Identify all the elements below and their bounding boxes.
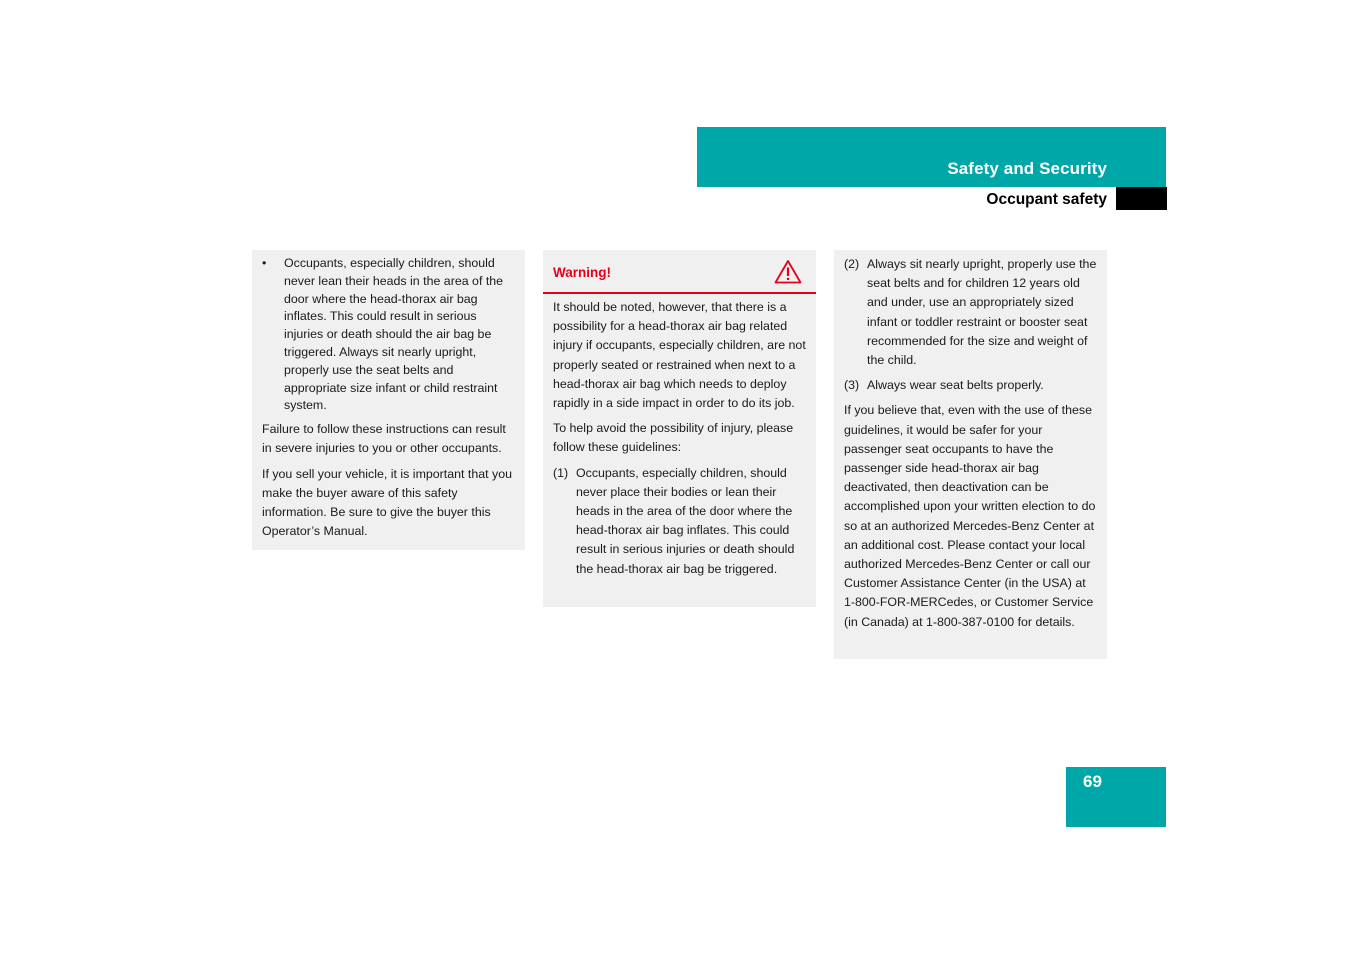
warning-body [543,294,816,579]
warning-panel [543,250,816,607]
guideline-marker: (2) [844,257,860,271]
guideline-item-1 [553,464,806,579]
page-number-box [1066,767,1166,827]
guideline-marker: (1) [553,465,569,480]
section-tab-marker [1116,187,1167,210]
warning-label: Warning! [553,265,611,280]
guideline-text: Always wear seat belts properly. [867,378,1044,393]
guideline-text: Occupants, especially children, should never place their bodies or lean their heads in the area of the door where the head-thorax air bag inflates. This could result in serious injuries or death should the head-thorax air bag be triggered. [576,465,795,576]
consequence-paragraph: Failure to follow these instructions can result in severe injuries to you or other occupants. [262,422,506,456]
guideline-item-3 [844,376,1099,395]
column-1-panel [252,250,525,550]
deactivation-paragraph: If you believe that, even with the use of these guidelines, it would be safer for your passenger seat occupants to have the passenger side head-thorax air bag deactivated, then deactivation can be accomplished upon your written election to do so at an authorized Mercedes-Benz Center at an additional cost. Please contact your local authorized Mercedes-Benz Center or call our Customer Assistance Center (in the USA) at 1-800-FOR-MERCedes, or Customer Service (in Canada) at 1-800-387-0100 for details. [844,403,1096,629]
bullet-text: Occupants, especially children, should never lean their heads in the area of the door where the head-thorax air bag inflates. This could result in serious injuries or death should the air bag be triggered. Always sit nearly upright, properly use the seat belts and appropriate size infant or child restraint system. [284,256,504,413]
guideline-item-2 [844,255,1099,370]
sell-vehicle-paragraph: If you sell your vehicle, it is important that you make the buyer aware of this safety information. Be sure to give the buyer this Operator’s Manual. [262,466,512,539]
guidelines-intro: To help avoid the possibility of injury, please follow these guidelines: [553,421,794,455]
section-title: Safety and Security [947,159,1107,178]
guideline-text: Always sit nearly upright, properly use the seat belts and for children 12 years old and under, use an appropriately sized infant or toddler restraint or booster seat recommended for the size and weight of the child. [867,257,1097,368]
column-3-panel [834,250,1107,659]
guideline-marker: (3) [844,378,860,393]
warning-header [543,250,816,294]
subsection-title: Occupant safety [986,191,1107,208]
bullet-item [262,255,516,415]
page-number: 69 [1083,772,1102,791]
warning-intro-paragraph: It should be noted, however, that there is a possibility for a head-thorax air bag related injury if occupants, especially children, are not properly seated or restrained when next to a head-thorax air bag which needs to deploy rapidly in a side impact in order to do its job. [553,300,806,411]
warning-triangle-icon [774,259,802,284]
bullet-marker: • [262,256,267,270]
